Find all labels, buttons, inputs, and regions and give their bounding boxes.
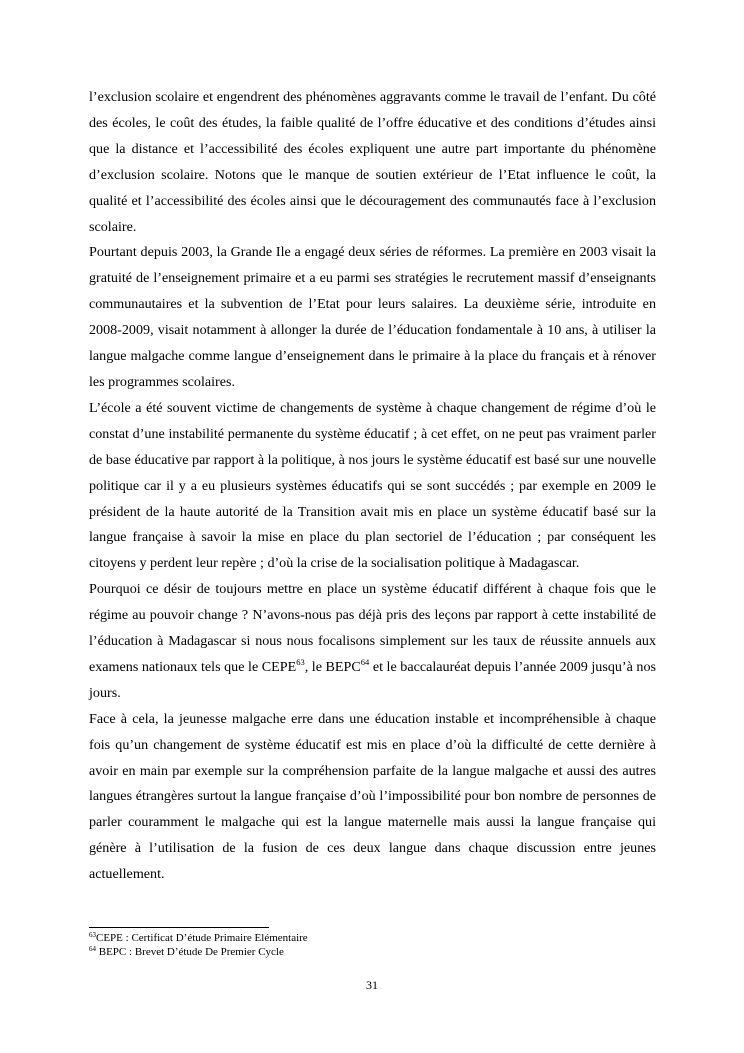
paragraph-2: Pourtant depuis 2003, la Grande Ile a engagé deux séries de réformes. La première en 2003 visait la gratuité de l’enseignement primaire et a eu parmi ses stratégies le recrutement massif d’enseignants communautaires et la subvention de l’Etat pour leurs salaires. La deuxième série, introduite en 2008-2009, visait notamment à allonger la durée de l’éducation fondamentale à 10 ans, à utiliser la langue malgache comme langue d’enseignement dans le primaire à la place du français et à rénover les programmes scolaires.	[89, 244, 656, 390]
paragraph-3: L’école a été souvent victime de changements de système à chaque changement de régime d’où le constat d’une instabilité permanente du système éducatif ; à cet effet, on ne peut pas vraiment parler de base éducative par rapport à la politique, à nos jours le système éducatif est basé sur une nouvelle politique car il y a eu plusieurs systèmes éducatifs qui se sont succédés ; par exemple en 2009 le président de la haute autorité de la Transition avait mis en place un système éducatif basé sur la langue française à savoir la mise en place du plan sectoriel de l’éducation ; par conséquent les citoyens y perdent leur repère ; d’où la crise de la socialisation politique à Madagascar.	[89, 399, 656, 572]
paragraph-5: Face à cela, la jeunesse malgache erre dans une éducation instable et incompréhensible à chaque fois qu’un changement de système éducatif est mis en place d’où la difficulté de cette dernière à avoir en main par exemple sur la compréhension parfaite de la langue malgache et aussi des autres langues étrangères surtout la langue française d’où l’impossibilité pour bon nombre de personnes de parler couramment le malgache qui est la langue maternelle mais aussi la langue française qui génère à l’utilisation de la fusion de ces deux langue dans chaque discussion entre jeunes actuellement.	[89, 710, 656, 883]
footnote-number: 63	[89, 931, 96, 939]
footnote-ref-63[interactable]: 63	[296, 656, 305, 667]
footnote-64	[89, 946, 656, 960]
footnote-ref-64[interactable]: 64	[360, 656, 370, 667]
footnote-number: 64	[89, 944, 96, 953]
page-number: 31	[366, 978, 378, 992]
paragraph-1: l’exclusion scolaire et engendrent des phénomènes aggravants comme le travail de l’enfant. Du côté des écoles, le coût des études, la faible qualité de l’offre éducative et des conditions d’études ainsi que la distance et l’accessibilité des écoles expliquent une autre part importante du phénomène d’exclusion scolaire. Notons que le manque de soutien extérieur de l’Etat influence le coût, la qualité et l’accessibilité des écoles ainsi que le découragement des communautés face à l’exclusion scolaire.	[89, 89, 656, 235]
footnote-text: CEPE : Certificat D’étude Primaire Elémentaire	[96, 932, 308, 944]
body-text	[89, 85, 656, 888]
paragraph-4-part-c: et le baccalauréat depuis l’année 2009 jusqu’à nos jours.	[89, 658, 656, 701]
footnote-separator	[89, 927, 269, 928]
footnote-63	[89, 932, 656, 946]
paragraph-4-part-b: , le BEPC	[304, 658, 361, 675]
footnotes	[89, 927, 656, 959]
footnote-text: BEPC : Brevet D’étude De Premier Cycle	[96, 945, 284, 958]
paragraph-4	[89, 577, 656, 707]
paragraph-4-part-a: Pourquoi ce désir de toujours mettre en place un système éducatif différent à chaque fois que le régime au pouvoir change ? N’avons-nous pas déjà pris des leçons par rapport à cette instabilité de l’éducation à Madagascar si nous nous focalisons simplement sur les taux de réussite annuels aux examens nationaux tels que le CEPE	[89, 581, 656, 675]
